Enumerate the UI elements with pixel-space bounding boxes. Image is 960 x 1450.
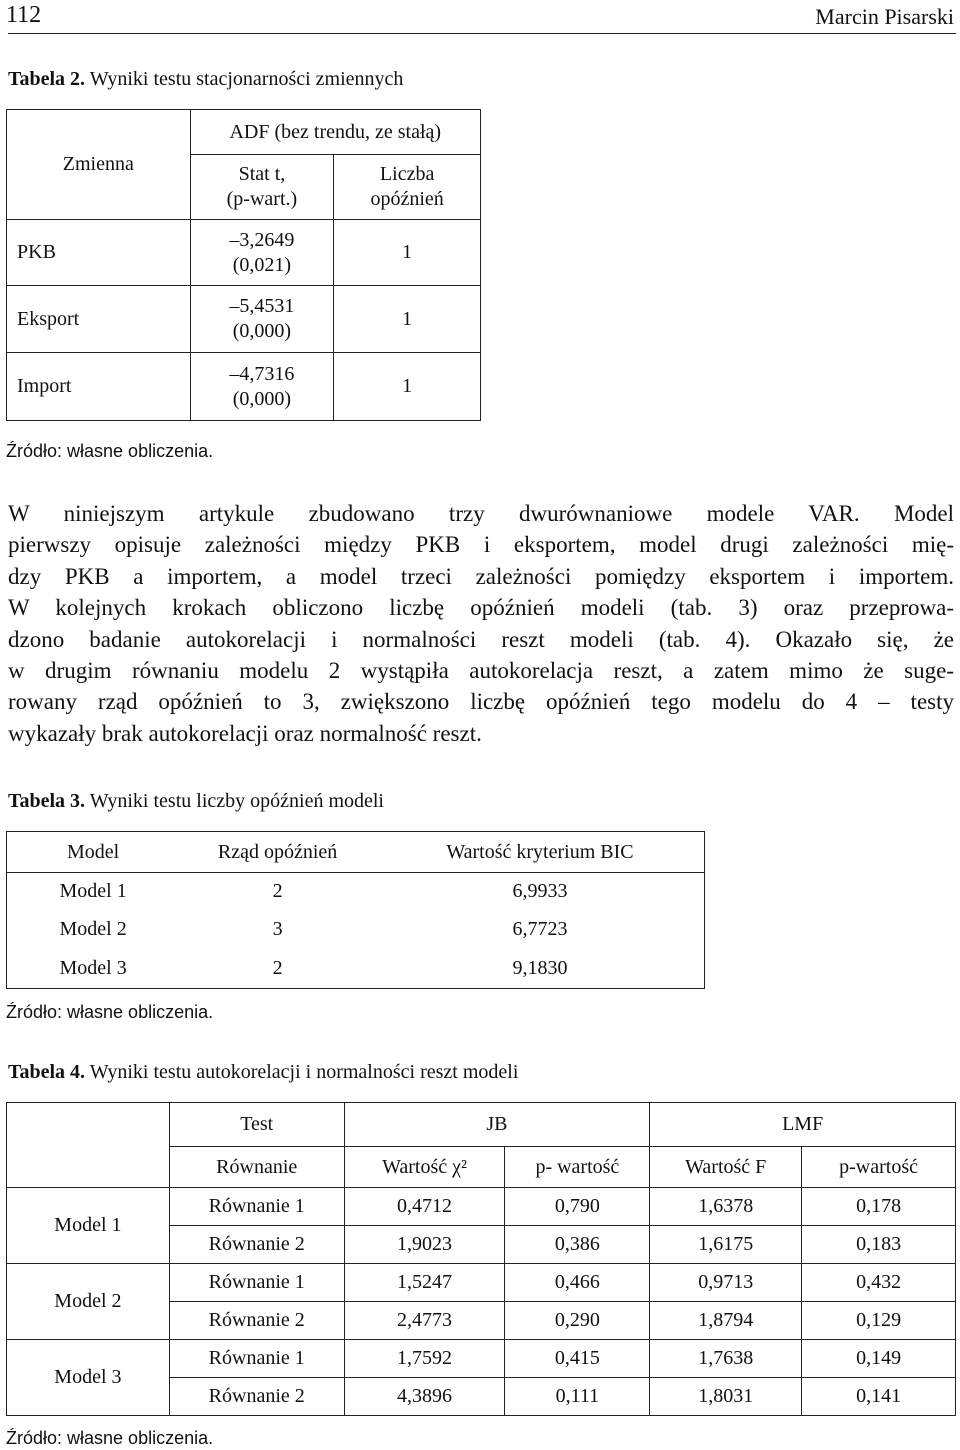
page-number: 112 bbox=[6, 2, 42, 28]
table3-header-lag: Rząd opóźnień bbox=[179, 832, 376, 873]
table3-cell-bic: 9,1830 bbox=[376, 949, 705, 989]
paragraph-line: dzono badanie autokorelacji i normalności reszt modeli (tab. 4). Okazało się, że bbox=[8, 626, 954, 652]
paragraph-line: pierwszy opisuje zależności między PKB i eksportem, model drugi zależności mię- bbox=[8, 532, 954, 558]
table4-cell: 1,5247 bbox=[344, 1264, 505, 1302]
table4-cell-eq: Równanie 2 bbox=[169, 1226, 344, 1264]
table3-cell-lag: 2 bbox=[179, 949, 376, 989]
table4-cell-eq: Równanie 2 bbox=[169, 1302, 344, 1340]
table4-cell: 1,6175 bbox=[650, 1226, 802, 1264]
body-paragraph bbox=[8, 498, 954, 749]
table4-cell: 0,290 bbox=[505, 1302, 650, 1340]
table4-cell: 0,178 bbox=[802, 1188, 956, 1226]
table2-source: Źródło: własne obliczenia. bbox=[6, 441, 214, 461]
table4-cell-eq: Równanie 1 bbox=[169, 1264, 344, 1302]
table4-cell: 0,466 bbox=[505, 1264, 650, 1302]
header-rule bbox=[8, 33, 956, 34]
paragraph-line: w drugim równaniu modelu 2 wystąpiła autokorelacja reszt, a zatem mimo że suge- bbox=[8, 657, 954, 683]
table4-cell: 2,4773 bbox=[344, 1302, 505, 1340]
table2-row-name: Eksport bbox=[7, 286, 191, 353]
table2-row-stat: –3,2649 (0,021) bbox=[190, 220, 334, 286]
paragraph-line: rowany rząd opóźnień to 3, zwiększono liczbę opóźnień tego modelu do 4 – testy bbox=[8, 689, 954, 715]
table4-header-test: Test bbox=[169, 1103, 344, 1147]
table3-cell-model: Model 3 bbox=[7, 949, 180, 989]
table4-cell-eq: Równanie 1 bbox=[169, 1188, 344, 1226]
paragraph-line: wykazały brak autokorelacji oraz normalność reszt. bbox=[8, 720, 482, 746]
table2-row-stat: –5,4531 (0,000) bbox=[190, 286, 334, 353]
table3-cell-model: Model 1 bbox=[7, 873, 180, 911]
table4-cell: 0,432 bbox=[802, 1264, 956, 1302]
table4-corner bbox=[7, 1103, 170, 1188]
table2-header-stat: Stat t, (p-wart.) bbox=[190, 155, 334, 220]
table4-cell: 0,790 bbox=[505, 1188, 650, 1226]
table4-header-f: Wartość F bbox=[650, 1147, 802, 1188]
table3 bbox=[6, 831, 705, 989]
table3-caption: Tabela 3. Wyniki testu liczby opóźnień modeli bbox=[8, 790, 384, 812]
table4-header-jb: JB bbox=[344, 1103, 650, 1147]
table4-cell: 1,9023 bbox=[344, 1226, 505, 1264]
table4-header-lmf: LMF bbox=[650, 1103, 956, 1147]
table4-cell-eq: Równanie 1 bbox=[169, 1340, 344, 1378]
table4-caption: Tabela 4. Wyniki testu autokorelacji i normalności reszt modeli bbox=[8, 1061, 519, 1083]
table4-cell: 1,6378 bbox=[650, 1188, 802, 1226]
table3-cell-bic: 6,7723 bbox=[376, 911, 705, 949]
table3-header-model: Model bbox=[7, 832, 180, 873]
table4-cell: 1,7592 bbox=[344, 1340, 505, 1378]
table4-model: Model 2 bbox=[7, 1264, 170, 1340]
table4-header-lmf-p: p-wartość bbox=[802, 1147, 956, 1188]
table4-model: Model 1 bbox=[7, 1188, 170, 1264]
table4 bbox=[6, 1102, 956, 1416]
table4-source: Źródło: własne obliczenia. bbox=[6, 1428, 214, 1448]
table4-cell: 0,415 bbox=[505, 1340, 650, 1378]
table2 bbox=[6, 109, 481, 421]
table4-cell: 0,149 bbox=[802, 1340, 956, 1378]
table4-cell: 0,111 bbox=[505, 1378, 650, 1416]
table4-cell: 0,183 bbox=[802, 1226, 956, 1264]
table4-header-equation: Równanie bbox=[169, 1147, 344, 1188]
table2-caption: Tabela 2. Wyniki testu stacjonarności zmiennych bbox=[8, 68, 404, 90]
table4-cell: 4,3896 bbox=[344, 1378, 505, 1416]
table2-header-variable: Zmienna bbox=[7, 110, 191, 220]
table4-header-chi2: Wartość χ² bbox=[344, 1147, 505, 1188]
paragraph-line: dzy PKB a importem, a model trzeci zależności pomiędzy eksportem i importem. bbox=[8, 563, 954, 589]
table3-cell-lag: 3 bbox=[272, 918, 283, 940]
table4-header-jb-p: p- wartość bbox=[505, 1147, 650, 1188]
running-header-author: Marcin Pisarski bbox=[815, 4, 954, 29]
table2-header-adf: ADF (bez trendu, ze stałą) bbox=[190, 110, 480, 155]
table4-cell: 1,8031 bbox=[650, 1378, 802, 1416]
table3-header-bic: Wartość kryterium BIC bbox=[376, 832, 705, 873]
table4-cell-eq: Równanie 2 bbox=[169, 1378, 344, 1416]
paragraph-line: W niniejszym artykule zbudowano trzy dwurównaniowe modele VAR. Model bbox=[8, 501, 954, 526]
table2-row-name: PKB bbox=[7, 220, 191, 286]
table4-model: Model 3 bbox=[7, 1340, 170, 1416]
table2-row-stat: –4,7316 (0,000) bbox=[190, 353, 334, 421]
table2-row-lags: 1 bbox=[334, 286, 481, 353]
table3-source: Źródło: własne obliczenia. bbox=[6, 1002, 214, 1022]
table4-cell: 0,386 bbox=[505, 1226, 650, 1264]
table4-cell: 1,7638 bbox=[650, 1340, 802, 1378]
table4-cell: 0,9713 bbox=[650, 1264, 802, 1302]
table4-cell: 0,4712 bbox=[344, 1188, 505, 1226]
table2-row-name: Import bbox=[7, 353, 191, 421]
table4-cell: 0,129 bbox=[802, 1302, 956, 1340]
table3-cell-lag: 2 bbox=[179, 873, 376, 911]
paragraph-line: W kolejnych krokach obliczono liczbę opóźnień modeli (tab. 3) oraz przeprowa- bbox=[8, 595, 954, 621]
table3-cell-model: Model 2 bbox=[7, 911, 180, 949]
table4-cell: 1,8794 bbox=[650, 1302, 802, 1340]
table2-row-lags: 1 bbox=[334, 220, 481, 286]
table2-header-lags: Liczba opóźnień bbox=[334, 155, 481, 220]
table4-cell: 0,141 bbox=[802, 1378, 956, 1416]
table3-cell-bic: 6,9933 bbox=[376, 873, 705, 911]
table2-row-lags: 1 bbox=[334, 353, 481, 421]
